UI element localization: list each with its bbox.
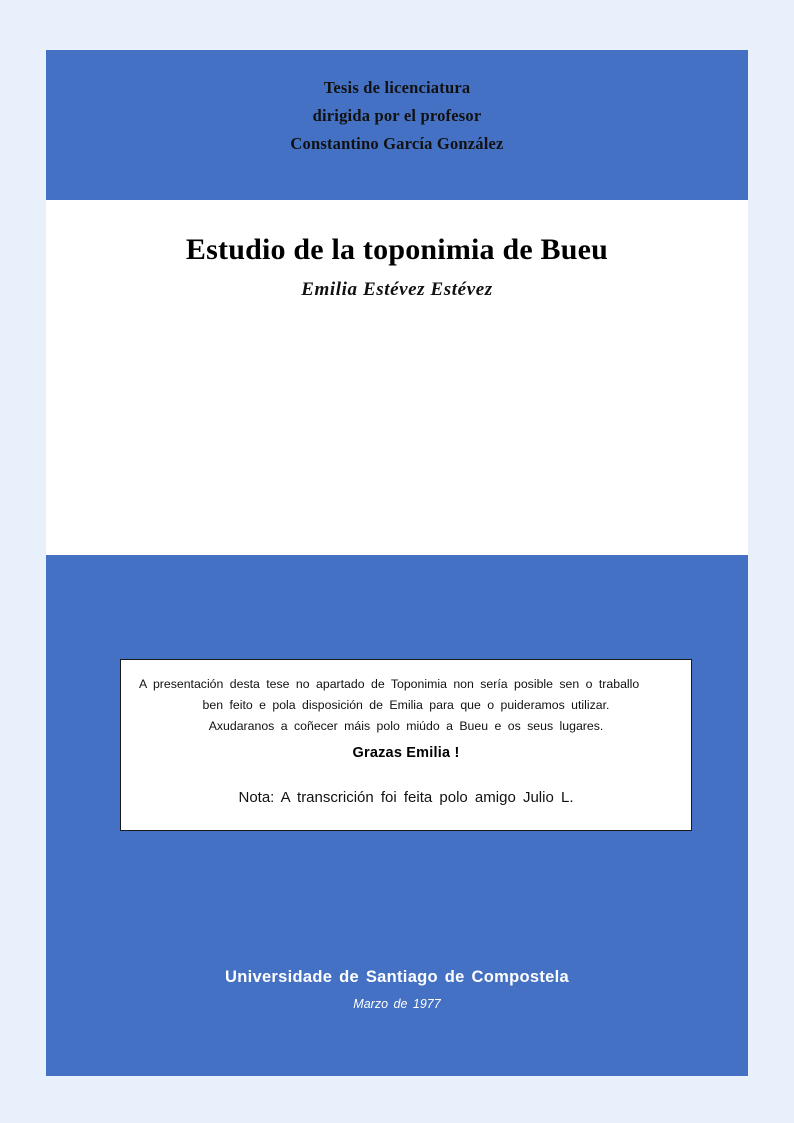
note-line-3: Axudaranos a coñecer máis polo miúdo a Bueu e os seus lugares. bbox=[208, 719, 604, 733]
page-title: Estudio de la toponimia de Bueu bbox=[185, 233, 609, 266]
cover-header bbox=[46, 50, 748, 200]
note-line-2: ben feito e pola disposición de Emilia para que o puideramos utilizar. bbox=[202, 698, 610, 712]
title-block bbox=[46, 233, 748, 301]
header-line-thesis: Tesis de licenciatura bbox=[323, 78, 471, 97]
header-line-professor-name: Constantino García González bbox=[290, 134, 504, 153]
university-name: Universidade de Santiago de Compostela bbox=[225, 968, 569, 986]
author-name: Emilia Estévez Estévez bbox=[301, 279, 493, 300]
note-transcription: Nota: A transcrición foi feita polo amigo Julio L. bbox=[238, 789, 574, 806]
note-box bbox=[120, 659, 692, 831]
note-line-1: A presentación desta tese no apartado de Toponimia non sería posible sen o traballo bbox=[139, 677, 640, 691]
book-cover bbox=[46, 50, 748, 1076]
publication-date: Marzo de 1977 bbox=[353, 997, 441, 1011]
note-thanks: Grazas Emilia ! bbox=[352, 745, 460, 761]
header-line-directed-by: dirigida por el profesor bbox=[312, 106, 482, 125]
cover-footer bbox=[46, 968, 748, 1011]
